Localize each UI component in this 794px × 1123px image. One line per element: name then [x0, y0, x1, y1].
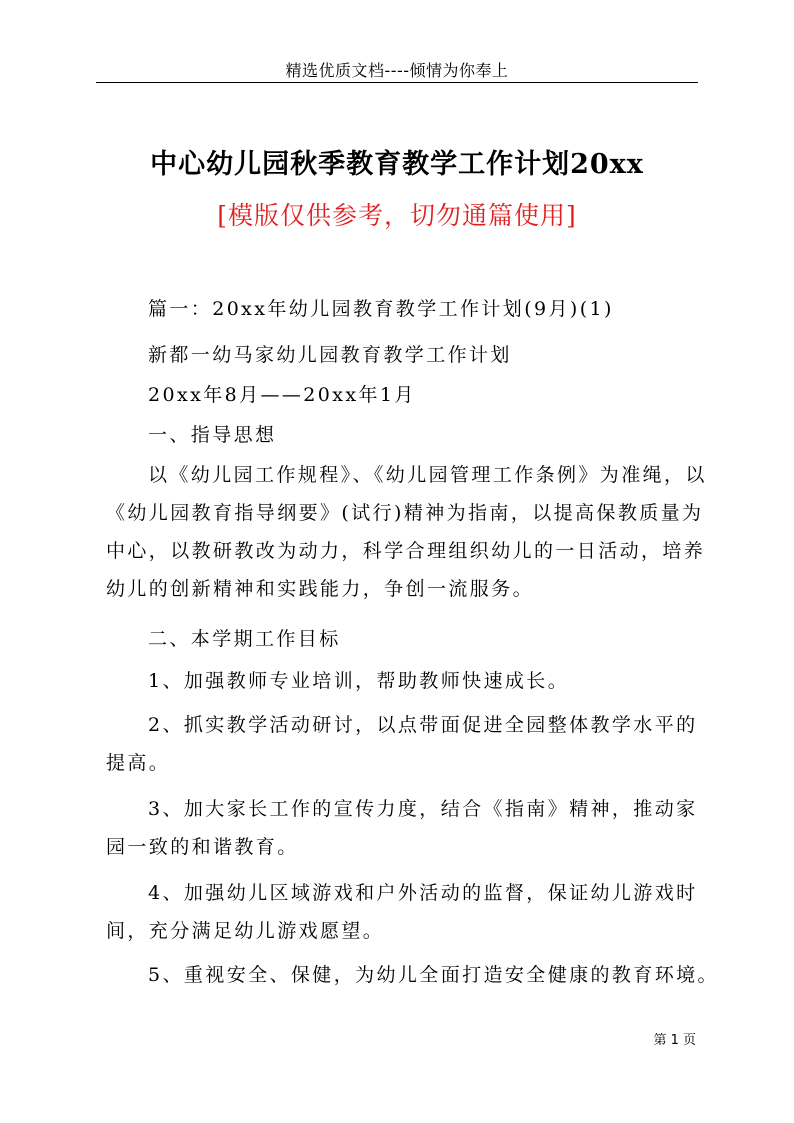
paragraph-line: 1、加强教师专业培训，帮助教师快速成长。 — [148, 670, 570, 692]
paragraph-line: 3、加大家长工作的宣传力度，结合《指南》精神，推动家 — [148, 798, 698, 820]
goal-item-2 — [106, 706, 696, 782]
plan-name — [106, 336, 738, 374]
paragraph-line: 5、重视安全、保健，为幼儿全面打造安全健康的教育环境。 — [148, 964, 719, 986]
document-title: 中心幼儿园秋季教育教学工作计划20xx — [150, 149, 644, 180]
heading-guiding-ideology — [106, 416, 738, 454]
header-divider — [96, 82, 698, 83]
paragraph-line: 20xx年8月——20xx年1月 — [148, 384, 416, 406]
paragraph-line: 幼儿的创新精神和实践能力，争创一流服务。 — [106, 578, 535, 600]
paragraph-line: 间，充分满足幼儿游戏愿望。 — [106, 920, 385, 942]
goal-item-3 — [106, 790, 696, 866]
paragraph-line: 4、加强幼儿区域游戏和户外活动的监督，保证幼儿游戏时 — [148, 882, 698, 904]
goal-item-4 — [106, 874, 696, 950]
paragraph-line: 提高。 — [106, 752, 171, 774]
paragraph-line: 中心，以教研教改为动力，科学合理组织幼儿的一日活动，培养 — [106, 540, 706, 562]
paragraph-line: 2、抓实教学活动研讨，以点带面促进全园整体教学水平的 — [148, 714, 698, 736]
section-heading-part-one — [106, 290, 738, 328]
paragraph-line: 园一致的和谐教育。 — [106, 836, 299, 858]
paragraph-line: 篇一：20xx年幼儿园教育教学工作计划(9月)(1) — [148, 298, 614, 320]
plan-period — [106, 376, 738, 414]
goal-item-1 — [106, 662, 738, 700]
heading-semester-goals — [106, 620, 738, 658]
paragraph-line: 一、指导思想 — [148, 424, 277, 446]
page-number: 第 1 页 — [653, 1033, 696, 1048]
paragraph-guiding-ideology — [106, 456, 707, 608]
paragraph-line: 新都一幼马家幼儿园教育教学工作计划 — [148, 344, 512, 366]
page-header-text: 精选优质文档----倾情为你奉上 — [285, 61, 509, 80]
paragraph-line: 《幼儿园教育指导纲要》(试行)精神为指南，以提高保教质量为 — [106, 502, 704, 524]
document-subtitle: [模版仅供参考，切勿通篇使用] — [217, 201, 577, 230]
paragraph-line: 以《幼儿园工作规程》、《幼儿园管理工作条例》为准绳，以 — [148, 464, 707, 486]
goal-item-5 — [106, 956, 738, 994]
paragraph-line: 二、本学期工作目标 — [148, 628, 341, 650]
